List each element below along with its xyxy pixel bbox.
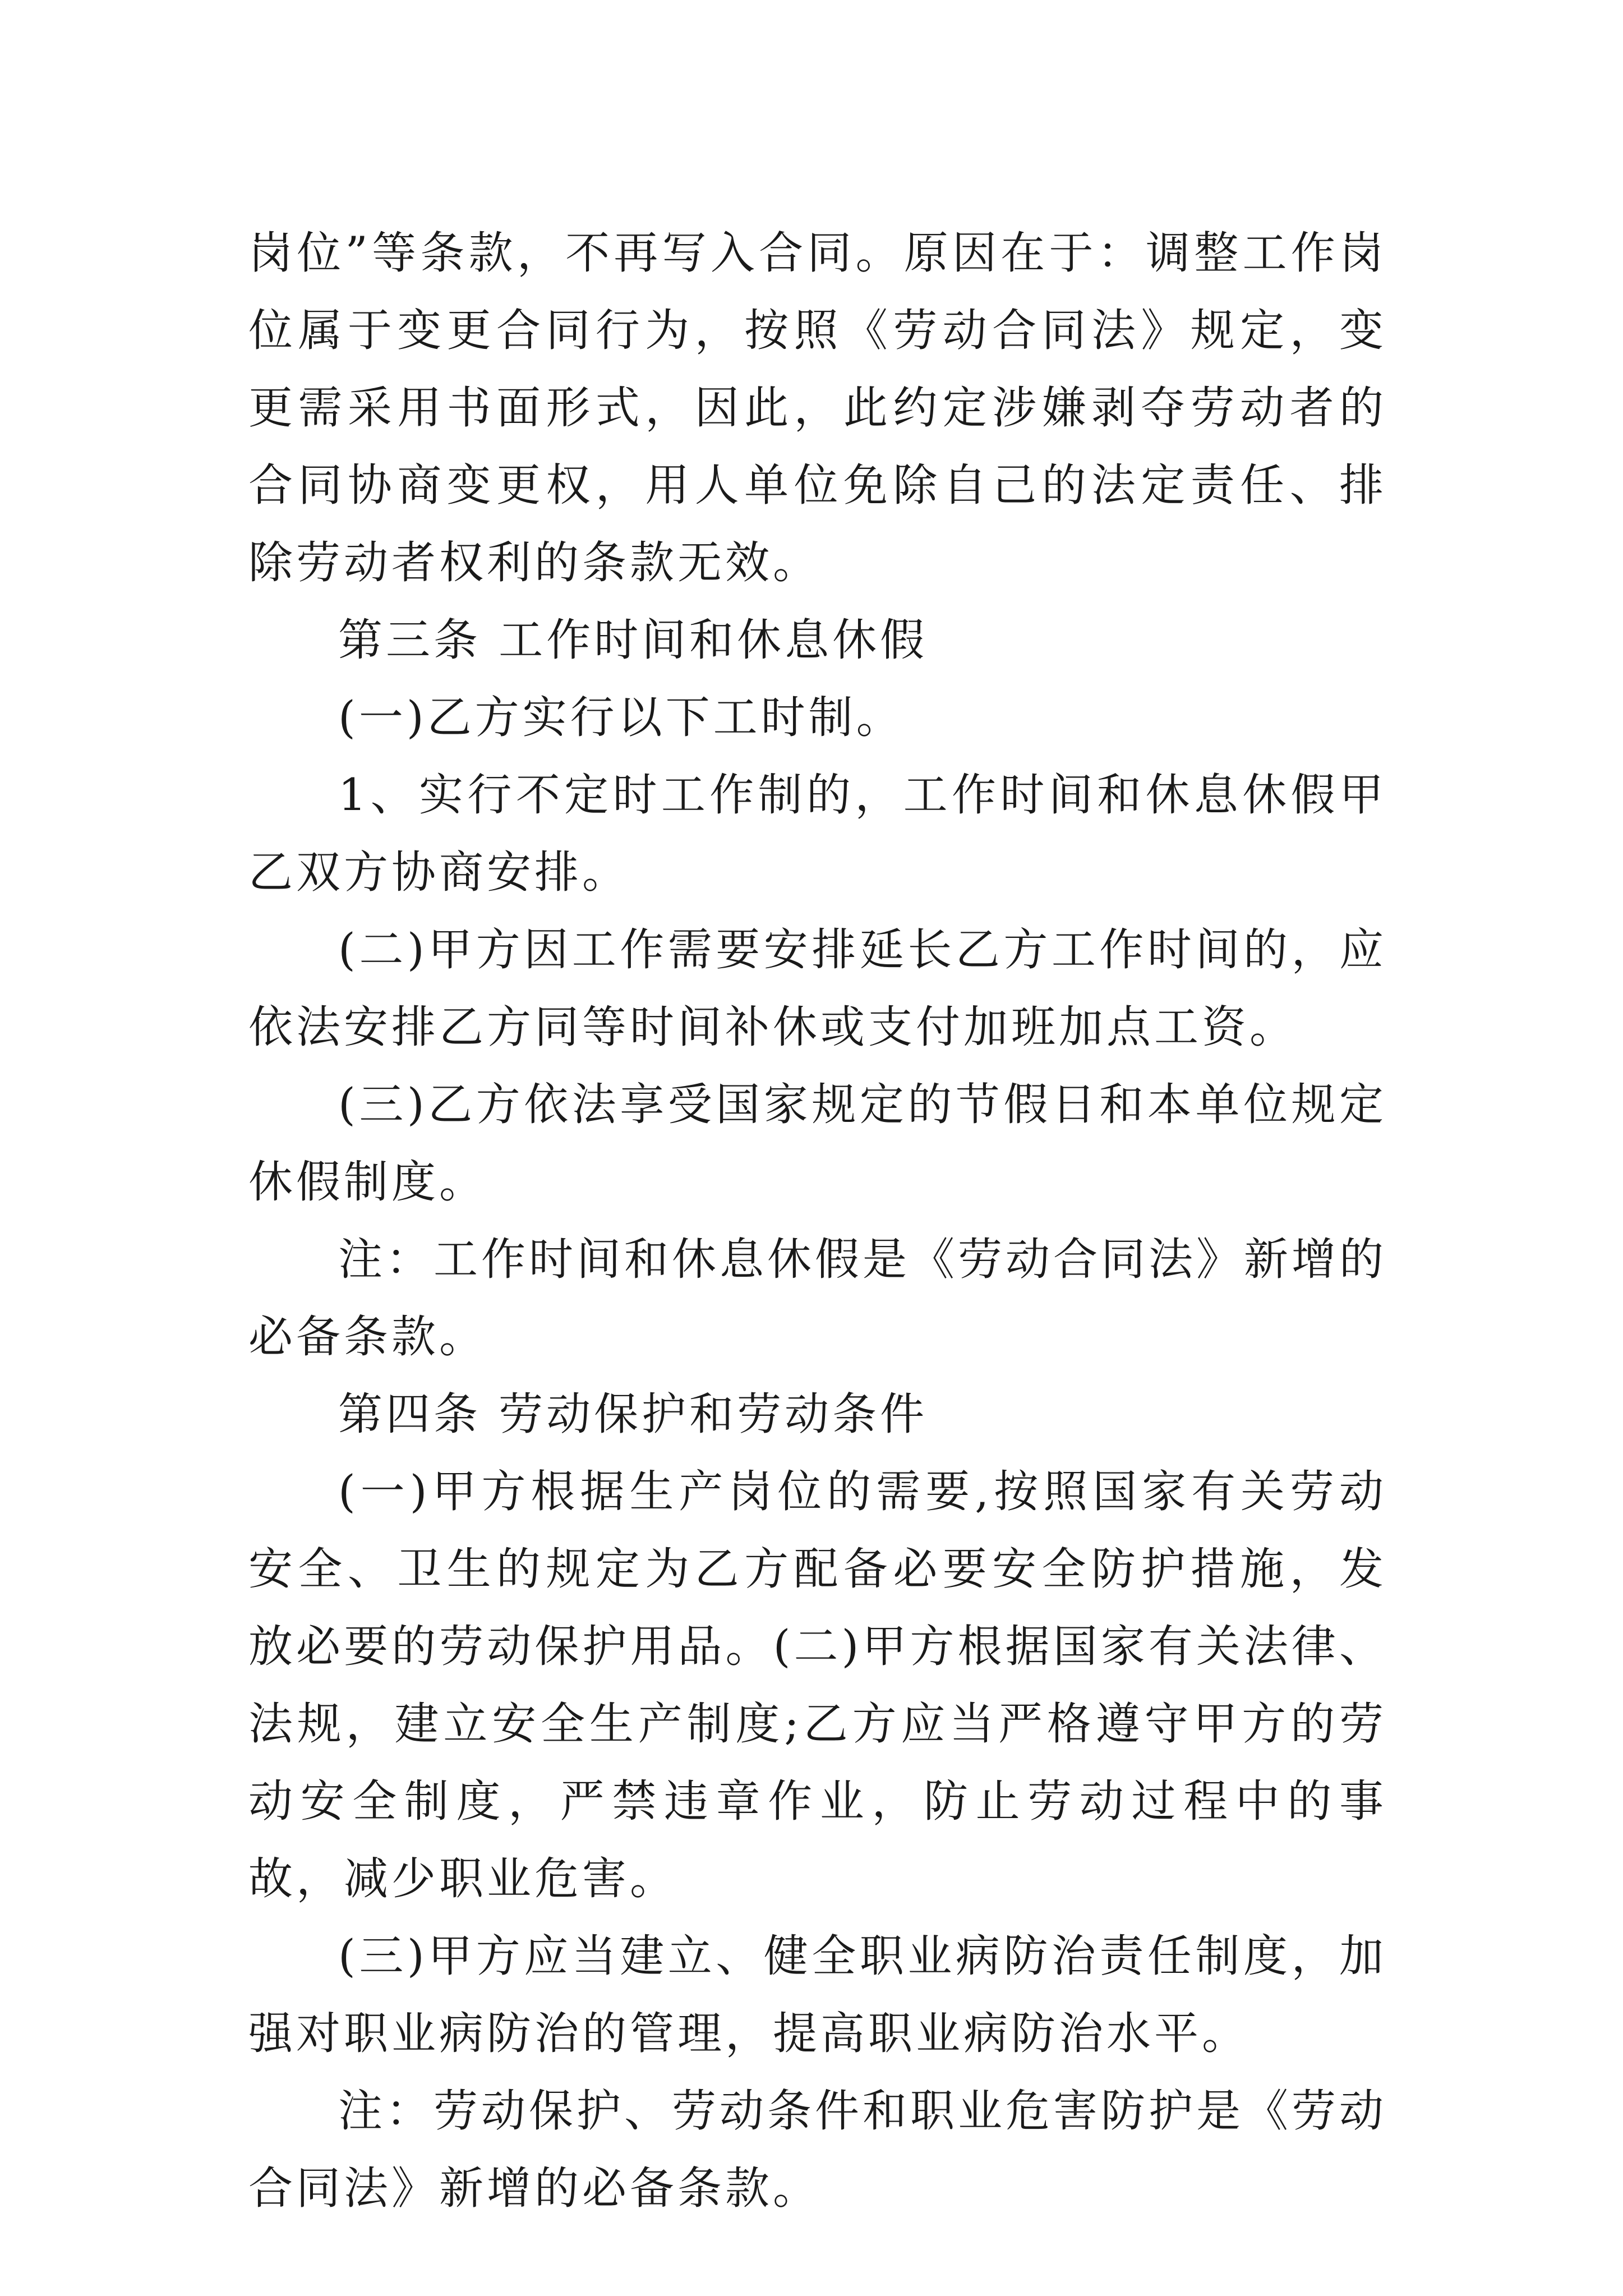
article-4-note: 注：劳动保护、劳动条件和职业危害防护是《劳动合同法》新增的必备条款。 (248, 2085, 1387, 2214)
article-4-clause-3: (三)甲方应当建立、健全职业病防治责任制度，加强对职业病防治的管理，提高职业病防治水平。 (248, 1930, 1387, 2059)
article-3-clause-2: (二)甲方因工作需要安排延长乙方工作时间的，应依法安排乙方同等时间补休或支付加班加点工资。 (248, 924, 1387, 1053)
article-3-clause-3: (三)乙方依法享受国家规定的节假日和本单位规定休假制度。 (248, 1079, 1387, 1208)
article-4-clause-1-2: (一)甲方根据生产岗位的需要,按照国家有关劳动安全、卫生的规定为乙方配备必要安全防护措施，发放必要的劳动保护用品。(二)甲方根据国家有关法律、法规，建立安全生产制度;乙方应当严格遵守甲方的劳动安全制度，严禁违章作业，防止劳动过程中的事故，减少职业危害。 (248, 1466, 1387, 1904)
article-4-heading: 第四条 劳动保护和劳动条件 (338, 1388, 928, 1440)
article-3-clause-1: (一)乙方实行以下工时制。 (338, 692, 904, 743)
article-3-heading: 第三条 工作时间和休息休假 (338, 614, 928, 666)
paragraph-continuation: 岗位”等条款，不再写入合同。原因在于：调整工作岗位属于变更合同行为，按照《劳动合同法》规定，变更需采用书面形式，因此，此约定涉嫌剥夺劳动者的合同协商变更权，用人单位免除自己的法定责任、排除劳动者权利的条款无效。 (248, 227, 1387, 588)
article-3-clause-1-item-1: 1、实行不定时工作制的，工作时间和休息休假甲乙双方协商安排。 (248, 769, 1387, 898)
document-body (248, 214, 1387, 2227)
article-3-note: 注：工作时间和休息休假是《劳动合同法》新增的必备条款。 (248, 1234, 1387, 1363)
